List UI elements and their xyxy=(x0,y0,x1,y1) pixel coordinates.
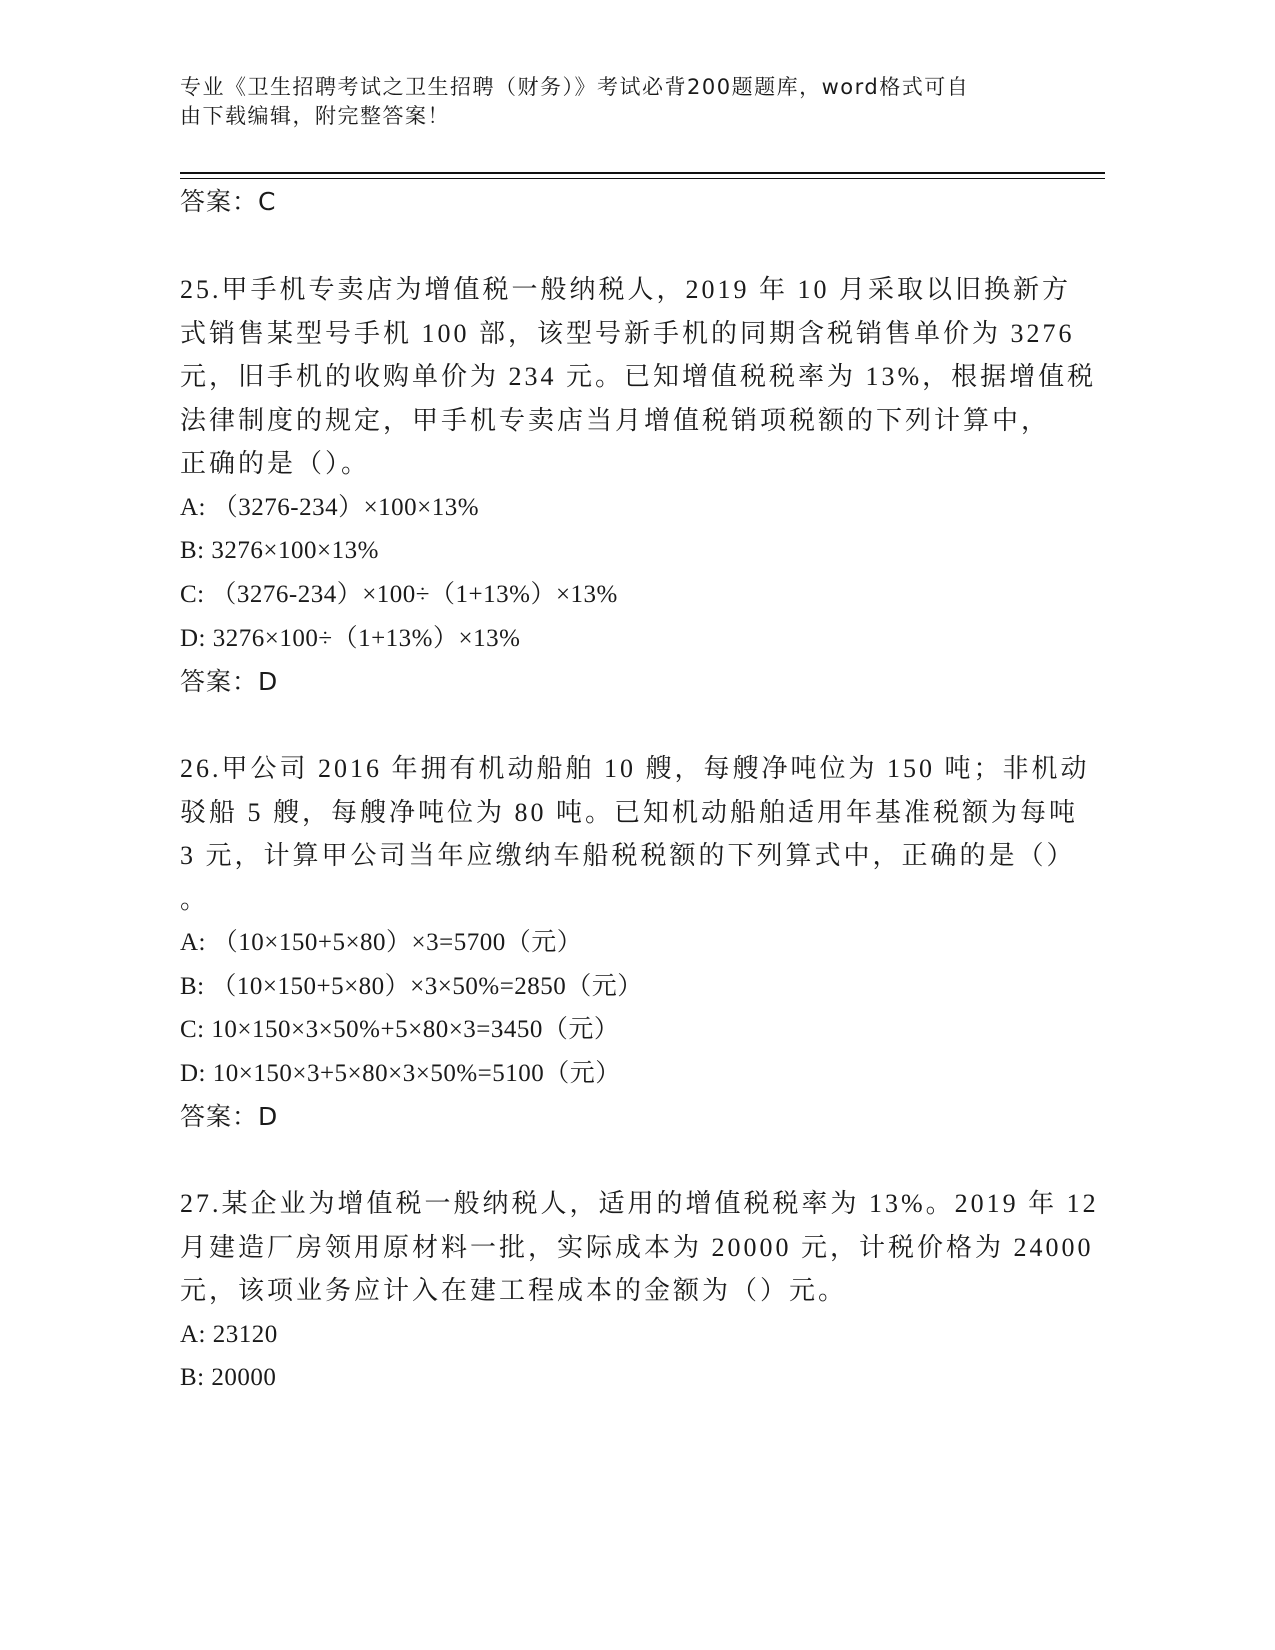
question-25-option-b: B: 3276×100×13% xyxy=(180,537,379,564)
question-26-option-c: C: 10×150×3×50%+5×80×3=3450（元） xyxy=(180,1016,620,1043)
question-27-option-a: A: 23120 xyxy=(180,1321,278,1348)
question-25-option-a: A: （3276-234）×100×13% xyxy=(180,494,480,521)
question-25-line-1: 25.甲手机专卖店为增值税一般纳税人，2019 年 10 月采取以旧换新方 xyxy=(180,275,1072,304)
header-title xyxy=(180,73,1040,131)
question-27-option-b: B: 20000 xyxy=(180,1364,277,1391)
question-27-line-1: 27.某企业为增值税一般纳税人，适用的增值税税率为 13%。2019 年 12 xyxy=(180,1189,1099,1218)
question-26-option-b: B: （10×150+5×80）×3×50%=2850（元） xyxy=(180,973,643,1000)
question-27-line-3: 元，该项业务应计入在建工程成本的金额为（）元。 xyxy=(180,1276,848,1305)
question-25-line-5: 正确的是（）。 xyxy=(180,449,371,478)
header-divider-thin xyxy=(180,178,1105,179)
question-25-option-c: C: （3276-234）×100÷（1+13%）×13% xyxy=(180,581,618,608)
question-26-line-2: 驳船 5 艘，每艘净吨位为 80 吨。已知机动船舶适用年基准税额为每吨 xyxy=(180,798,1079,827)
header-line-2: 由下载编辑，附完整答案！ xyxy=(180,104,450,128)
question-25-line-3: 元，旧手机的收购单价为 234 元。已知增值税税率为 13%，根据增值税 xyxy=(180,362,1097,391)
question-26-option-a: A: （10×150+5×80）×3=5700（元） xyxy=(180,929,583,956)
question-25-option-d: D: 3276×100÷（1+13%）×13% xyxy=(180,625,521,652)
question-25-line-4: 法律制度的规定，甲手机专卖店当月增值税销项税额的下列计算中， xyxy=(180,406,1051,435)
question-26-line-1: 26.甲公司 2016 年拥有机动船舶 10 艘，每艘净吨位为 150 吨；非机动 xyxy=(180,754,1090,783)
question-26-line-4: 。 xyxy=(180,885,210,914)
question-26-line-3: 3 元，计算甲公司当年应缴纳车船税税额的下列算式中，正确的是（） xyxy=(180,841,1076,870)
answer-prev: 答案：C xyxy=(180,187,277,216)
question-25-answer: 答案：D xyxy=(180,667,279,696)
header-line-1: 专业《卫生招聘考试之卫生招聘（财务）》考试必背200题题库，word格式可自 xyxy=(180,75,970,99)
question-26-option-d: D: 10×150×3+5×80×3×50%=5100（元） xyxy=(180,1060,621,1087)
question-25-line-2: 式销售某型号手机 100 部，该型号新手机的同期含税销售单价为 3276 xyxy=(180,319,1075,348)
question-26-answer: 答案：D xyxy=(180,1102,279,1131)
question-27-line-2: 月建造厂房领用原材料一批，实际成本为 20000 元，计税价格为 24000 xyxy=(180,1233,1094,1262)
header-divider-thick xyxy=(180,172,1105,174)
